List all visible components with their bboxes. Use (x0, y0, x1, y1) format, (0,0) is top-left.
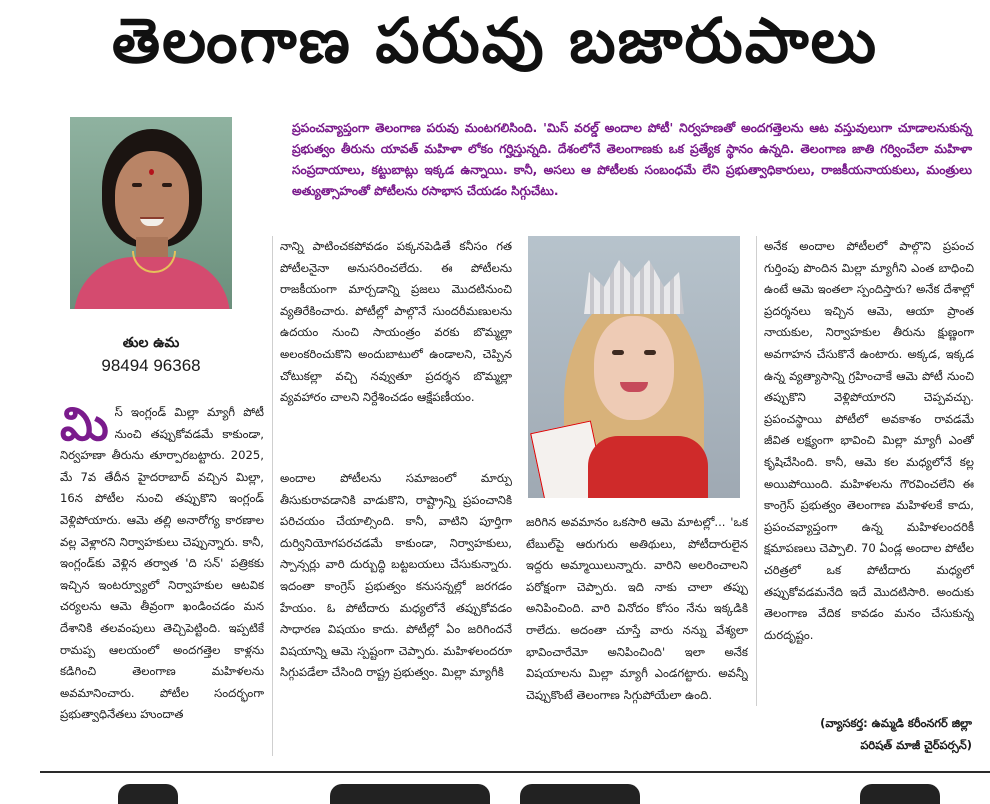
author-photo (70, 117, 232, 309)
byline-line-1: (వ్యాసకర్త: ఉమ్మడి కరీంనగర్ జిల్లా (820, 716, 972, 730)
byline-line-2: పరిషత్ మాజీ చైర్‌పర్సన్) (860, 738, 972, 752)
author-byline (672, 712, 972, 756)
author-phone: 98494 96368 (101, 356, 201, 375)
article-column-2a: నాన్ని పాటించకపోవడం పక్కనపెడితే కనీసం గత పోటీలనైనా అనుసరించలేదు. ఈ పోటీలను రాజకీయంగా మార్చడాన్ని ప్రజలు మొదటినుంచి వ్యతిరేకించారు. పోటీల్లో పాల్గొనే సుందరీమణులను ఉదయం నుంచి సాయంత్రం వరకు బొమ్మల్లా అలంకరించుకొని అందుబాటులో ఉండాలని, చెప్పిన చోటుకల్లా వచ్చి నవ్వుతూ ప్రదర్శన బొమ్మల్లా వ్యవహారం చాలని నిర్దేశించడం ఆక్షేపణీయం. (280, 239, 512, 405)
column-divider (756, 236, 757, 706)
author-name: తుల ఉమ (122, 335, 180, 351)
page-divider (40, 771, 990, 773)
article-column-4: అనేక అందాల పోటీలలో పాల్గొని ప్రపంచ గుర్తింపు పొందిన మిల్లా మ్యాగీని ఎంత బాధించి ఉంటే ఆమె ఇంతలా స్పందిస్తారు? అనేక దేశాల్లో ప్రదర్శనలు ఇచ్చిన ఆమె, ఆయా ప్రాంత నాయకుల, నిర్వాహకుల తీరును క్షుణ్ణంగా అవగాహన చేసుకొనే ఉంటారు. అక్కడ, ఇక్కడ ఉన్న వ్యత్యాసాన్ని గ్రహించాకే ఆమె పోటీ నుంచి తప్పుకొని వెళ్లిపోయారని చెప్పవచ్చు. ప్రపంచస్థాయి పోటీలో అవకాశం రావడమే జీవిత లక్ష్యంగా భావించి మిల్లా మ్యాగీ ఎంతో కృషిచేసింది. కానీ, ఆమె కల మధ్యలోనే కల్ల అయిపోయింది. మహిళలను గౌరవించలేని ఈ కాంగ్రెస్ ప్రభుత్వం తెలంగాణ మహిళలకే కాదు, ప్రపంచవ్యాప్తంగా ఉన్న మహిళలందరికీ క్షమాపణలు చెప్పాలి. 70 ఏండ్ల అందాల పోటీల చరిత్రలో ఒక పోటీదారు మధ్యలో తప్పుకోవడమనేది ఇదే మొదటిసారి. అందుకు తెలంగాణ వేదిక కావడం మనం చేసుకున్న దురదృష్టం. (764, 239, 974, 642)
intro-paragraph: ప్రపంచవ్యాప్తంగా తెలంగాణ పరువు మంటగలిసింది. 'మిస్ వరల్డ్ అందాల పోటీ' నిర్వహణతో అందగత్తెలను ఆట వస్తువులుగా చూడాలనుకున్న ప్రభుత్వం తీరును యావత్ మహిళా లోకం గర్హిస్తున్నది. దేశంలోనే తెలంగాణకు ఒక ప్రత్యేక స్థానం ఉన్నది. తెలంగాణ జాతి గర్వించేలా మహిళా సంప్రదాయాలు, కట్టుబాట్లు ఇక్కడ ఉన్నాయి. కానీ, అసలు ఆ పోటీలకు సంబంధమే లేని ప్రభుత్వాధికారులు, రాజకీయనాయకులు, మంత్రులు అత్యుత్సాహంతో పోటీలను రసాభాస చేయడం సిగ్గుచేటు. (292, 121, 972, 198)
article-column-1 (60, 402, 264, 764)
column-1-text: స్ ఇంగ్లండ్ మిల్లా మ్యాగీ పోటీ నుంచి తప్పుకోవడమే కాకుండా, నిర్వహణా తీరును తూర్పారబట్టారు. 2025, మే 7వ తేదీన హైదరాబాద్ వచ్చిన మిల్లా, 16న పోటీల నుంచి తప్పుకొని ఇంగ్లండ్ వెళ్లిపోయారు. ఆమె తల్లి అనారోగ్య కారణాల వల్ల వెళ్లారని నిర్వాహకులు చెప్పున్నారు. కానీ, ఇంగ్లండ్‌కు వెళ్లిన తర్వాత 'ది సన్' పత్రికకు ఇచ్చిన ఇంటర్వ్యూలో నిర్వాహకుల ఆటవిక చర్యలను ఆమె తీవ్రంగా ఖండించడం మన దేశానికి తలవంపులు తెచ్చిపెట్టింది. ఇప్పటికే రామప్ప ఆలయంలో అందగత్తెల కాళ్లను కడిగించి తెలంగాణ మహిళలను అవమానించారు. పోటీల సందర్భంగా ప్రభుత్వాధినేతలు హుందాత (60, 405, 264, 722)
article-column-3: జరిగిన అవమానం ఒకసారి ఆమె మాటల్లో... 'ఒక టేబుల్‌పై ఆరుగురు అతిథులు, పోటీదారులైన ఇద్దరు అమ్మాయిలున్నారు. వారిని అలరించాలని పరోక్షంగా చెప్పారు. ఇది నాకు చాలా తప్పు అనిపించింది. వారి వినోదం కోసం నేను ఇక్కడికి రాలేదు. అదంతా చూస్తే వారు నన్ను వేశ్యలా భావించారేమో అనిపించింది' ఇలా అనేక విషయాలను మిల్లా మ్యాగీ ఎండగట్టారు. అవన్నీ చెప్పుకొంటే తెలంగాణ సిగ్గుపోయేలా ఉంది. (526, 515, 748, 702)
dropcap: మి (60, 402, 109, 451)
next-article-fragment (0, 776, 990, 804)
column-divider (272, 236, 273, 756)
headline: తెలంగాణ పరువు బజారుపాలు (111, 4, 879, 77)
article-column-2b: అందాల పోటీలను సమాజంలో మార్పు తీసుకురావడానికి వాడుకొని, రాష్ట్రాన్ని ప్రపంచానికి పరిచయం చేయాల్సింది. కానీ, వాటిని పూర్తిగా దుర్వినియోగపరచడమే కాకుండా, నిర్వాహకులు, స్పాన్సర్లు వారి దుర్బుద్ధి బట్టబయలు చేసుకున్నారు. ఇదంతా కాంగ్రెస్ ప్రభుత్వం కనుసన్నల్లో జరగడం హేయం. ఓ పోటీదారు మధ్యలోనే తప్పుకోవడం సాధారణ విషయం కాదు. పోటీల్లో ఏం జరిగిందనే విషయాన్ని ఆమె స్పష్టంగా చెప్పారు. మహిళలందరూ సిగ్గుపడేలా చేసింది రాష్ట్ర ప్రభుత్వం. మిల్లా మ్యాగీకి (280, 471, 512, 680)
contestant-photo (528, 236, 740, 498)
